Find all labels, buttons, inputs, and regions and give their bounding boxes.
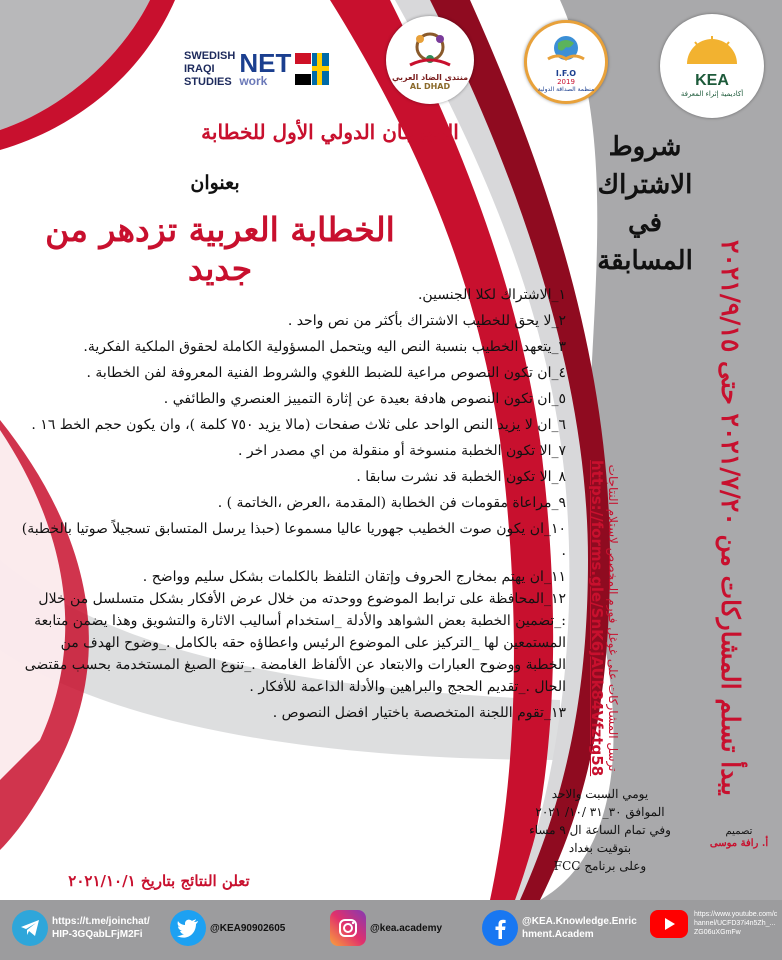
globe-hands-icon	[544, 31, 588, 65]
dhad-caption: منتدى الضاد العربي	[391, 73, 469, 82]
dhad-emblem-icon	[404, 29, 456, 69]
schedule	[525, 785, 675, 875]
youtube-link[interactable]	[650, 910, 688, 938]
facebook-icon	[482, 910, 518, 946]
ifo-logo	[524, 20, 608, 104]
youtube-label[interactable]: https://www.youtube.com/channel/UCFD37i4n5Zh_...ZG06uXGmFw	[694, 911, 778, 936]
form-link[interactable]: https://forms.gle/SnK6jAUk84Vfztg58	[588, 460, 606, 777]
condition-item: ١٢_المحافظة على ترابط الموضوع ووحدته من خلال عرض الأفكار بشكل متسلسل من خلال :_تضمين الخطبة بعض الشواهد والأدلة _استخدام أساليب الاثارة والتشويق وهذا يضمن متابعة المستمعين لها _التركيز على الموضوع الرئيس واعطاؤه حقه بالكامل ._وضوح الهدف من الخطبة ووضوح العبارات والابتعاد عن الألفاظ الغامضة ._تنوع الصيغ المستخدمة بحسب مقتضى الحال ._تقديم الحجج والبراهين والأدلة الداعمة للأفكار .	[24, 591, 566, 695]
youtube-icon	[650, 910, 688, 938]
kea-sunrise-icon	[677, 34, 747, 68]
swedish-logo-work-word: work	[239, 74, 268, 88]
main-title: الخطابة العربية تزدهر من جديد	[45, 210, 395, 288]
condition-item: ٩_مراعاة مقومات فن الخطابة (المقدمة ،العرض ،الخاتمة ) .	[217, 495, 566, 511]
dhad-sub: AL DHAD	[409, 82, 451, 91]
telegram-icon	[12, 910, 48, 946]
condition-item: ٤_ان تكون النصوص مراعية للضبط اللغوي والشروط الفنية المعروفة لفن الخطابة .	[86, 365, 566, 381]
designer-label: تصميم	[725, 826, 753, 837]
condition-item: ١١_ان يهتم بمخارج الحروف وإتقان التلفظ بالكلمات بشكل سليم وواضح .	[142, 569, 566, 585]
kea-caption: أكاديمية إثراء المعرفة	[680, 90, 744, 98]
form-block	[588, 460, 620, 776]
telegram-label[interactable]: https://t.me/joinchat/HIP-3GQabLFjM2Fi	[52, 916, 150, 940]
iraq-sweden-flag-icon	[295, 49, 329, 89]
conditions-list	[18, 284, 566, 724]
facebook-link[interactable]	[482, 910, 640, 946]
swedish-logo-text	[184, 50, 235, 89]
schedule-line: بتوقيت بغداد	[568, 841, 632, 855]
instagram-icon	[330, 910, 366, 946]
swedish-logo-line2: IRAQI	[184, 62, 215, 75]
condition-item: ٥_ان تكون النصوص هادفة بعيدة عن إثارة التمييز العنصري والطائفي .	[163, 391, 566, 407]
right-title	[575, 128, 715, 280]
twitter-link[interactable]	[170, 910, 285, 946]
instagram-label[interactable]: @kea.academy	[370, 922, 443, 934]
form-note: ترسل المشاركات على غوغل فورم المخصص لاستلام النتاجات	[606, 464, 620, 772]
condition-item: ٣_يتعهد الخطيب بنسبة النص اليه ويتحمل المسؤولية الكاملة لحقوق الملكية الفكرية.	[83, 339, 566, 355]
condition-item: ٦_ان لا يزيد النص الواحد على ثلاث صفحات (مالا يزيد ٧٥٠ كلمة )، وان يكون حجم الخط ١٦ .	[31, 417, 566, 433]
condition-item: ٢_لا يحق للخطيب الاشتراك بأكثر من نص واحد .	[287, 313, 566, 329]
swedish-logo-net-word: NET	[239, 48, 292, 78]
ifo-year: 2019	[557, 78, 575, 86]
instagram-link[interactable]	[330, 910, 442, 946]
kea-logo	[660, 14, 764, 118]
condition-item: ١٣_تقوم اللجنة المتخصصة باختيار افضل النصوص .	[272, 705, 566, 721]
subtitle-label: بعنوان	[190, 172, 240, 194]
schedule-line: يومي السبت والاحد	[551, 787, 649, 801]
swedish-logo-line1: SWEDISH	[184, 49, 236, 62]
twitter-label[interactable]: @KEA90902605	[210, 922, 286, 934]
schedule-line: الموافق ٣٠_٣١ /١٠/ ٢٠٢١	[535, 805, 665, 819]
swedish-logo-net	[239, 48, 292, 88]
al-dhad-forum-logo	[386, 16, 474, 104]
swedish-iraqi-studies-logo	[178, 30, 340, 108]
schedule-line: وفي تمام الساعة ال ٩ مساء	[529, 823, 671, 837]
twitter-icon	[170, 910, 206, 946]
results-date: تعلن النتائج بتاريخ ٢٠٢١/١٠/١	[68, 872, 250, 890]
condition-item: ١٠_ان يكون صوت الخطيب جهوريا عاليا مسموعا (حبذا يرسل المتسابق تسجيلاً صوتيا بالخطبة) .	[21, 521, 566, 559]
kea-text: KEA	[695, 72, 729, 89]
ifo-caption: منظمة الصداقة الدولية	[537, 86, 595, 93]
swedish-logo-line3: STUDIES	[184, 75, 232, 88]
condition-item: ١_الاشتراك لكلا الجنسين.	[417, 287, 566, 303]
submission-period: يبدأ تسلم المشاركات من ٢٠٢١/٧/٢٠ حتى ٢٠٢١/٩/١٥	[716, 240, 745, 796]
schedule-line: وعلى برنامج FCC	[553, 859, 647, 873]
designer-credit	[706, 826, 772, 850]
designer-name: أ. رافة موسى	[709, 838, 769, 849]
condition-item: ٨_الا تكون الخطبة قد نشرت سابقا .	[356, 469, 566, 485]
right-title-line: الاشتراك	[597, 170, 693, 200]
ifo-text: I.F.O	[555, 69, 577, 78]
facebook-label[interactable]: @KEA.Knowledge.Enrichment.Academ	[522, 916, 637, 940]
condition-item: ٧_الا تكون الخطبة منسوخة أو منقولة من اي مصدر اخر .	[238, 443, 566, 459]
right-title-line: في	[627, 208, 663, 238]
right-title-line: شروط	[608, 132, 682, 162]
right-title-line: المسابقة	[597, 246, 693, 276]
festival-title: المهرجان الدولي الأول للخطابة	[201, 120, 459, 144]
telegram-link[interactable]	[12, 910, 152, 946]
